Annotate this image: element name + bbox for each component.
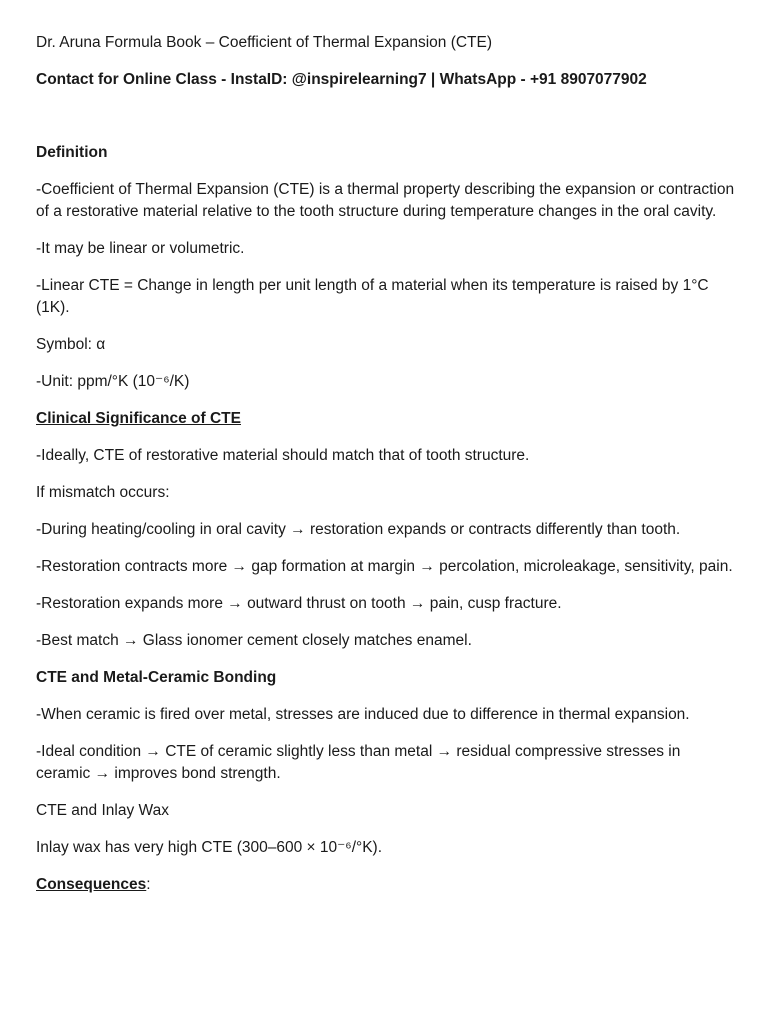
definition-heading: Definition	[36, 144, 108, 161]
inlay-wax-heading: CTE and Inlay Wax	[36, 802, 169, 819]
clinical-paragraph: -During heating/cooling in oral cavity → restoration expands or contracts differently than tooth.	[36, 521, 681, 538]
document-body	[36, 32, 736, 911]
definition-paragraph: -Linear CTE = Change in length per unit length of a material when its temperature is raised by 1°C (1K).	[36, 277, 709, 316]
consequences-label: Consequences	[36, 876, 147, 893]
consequences-colon: :	[146, 876, 151, 893]
clinical-significance-heading: Clinical Significance of CTE	[36, 410, 241, 427]
contact-line: Contact for Online Class - InstaID: @inspirelearning7 | WhatsApp - +91 8907077902	[36, 71, 647, 88]
metal-ceramic-paragraph: -When ceramic is fired over metal, stresses are induced due to difference in thermal expansion.	[36, 706, 690, 723]
metal-ceramic-heading: CTE and Metal-Ceramic Bonding	[36, 669, 277, 686]
definition-paragraph: -Coefficient of Thermal Expansion (CTE) is a thermal property describing the expansion or contraction of a restorative material relative to the tooth structure during temperature changes in the oral cavity.	[36, 181, 735, 220]
clinical-paragraph: -Restoration expands more → outward thrust on tooth → pain, cusp fracture.	[36, 595, 562, 612]
clinical-paragraph: -Restoration contracts more → gap formation at margin → percolation, microleakage, sensitivity, pain.	[36, 558, 733, 575]
clinical-paragraph: -Best match → Glass ionomer cement closely matches enamel.	[36, 632, 472, 649]
symbol-line: Symbol: α	[36, 336, 106, 353]
document-title: Dr. Aruna Formula Book – Coefficient of Thermal Expansion (CTE)	[36, 34, 493, 51]
unit-line: -Unit: ppm/°K (10⁻⁶/K)	[36, 373, 190, 390]
inlay-wax-paragraph: Inlay wax has very high CTE (300–600 × 10⁻⁶/°K).	[36, 839, 383, 856]
metal-ceramic-paragraph: -Ideal condition → CTE of ceramic slightly less than metal → residual compressive stresses in ceramic → improves bond strength.	[36, 743, 681, 782]
clinical-paragraph: If mismatch occurs:	[36, 484, 170, 501]
definition-paragraph: -It may be linear or volumetric.	[36, 240, 245, 257]
clinical-paragraph: -Ideally, CTE of restorative material should match that of tooth structure.	[36, 447, 530, 464]
consequences-line	[36, 874, 736, 896]
